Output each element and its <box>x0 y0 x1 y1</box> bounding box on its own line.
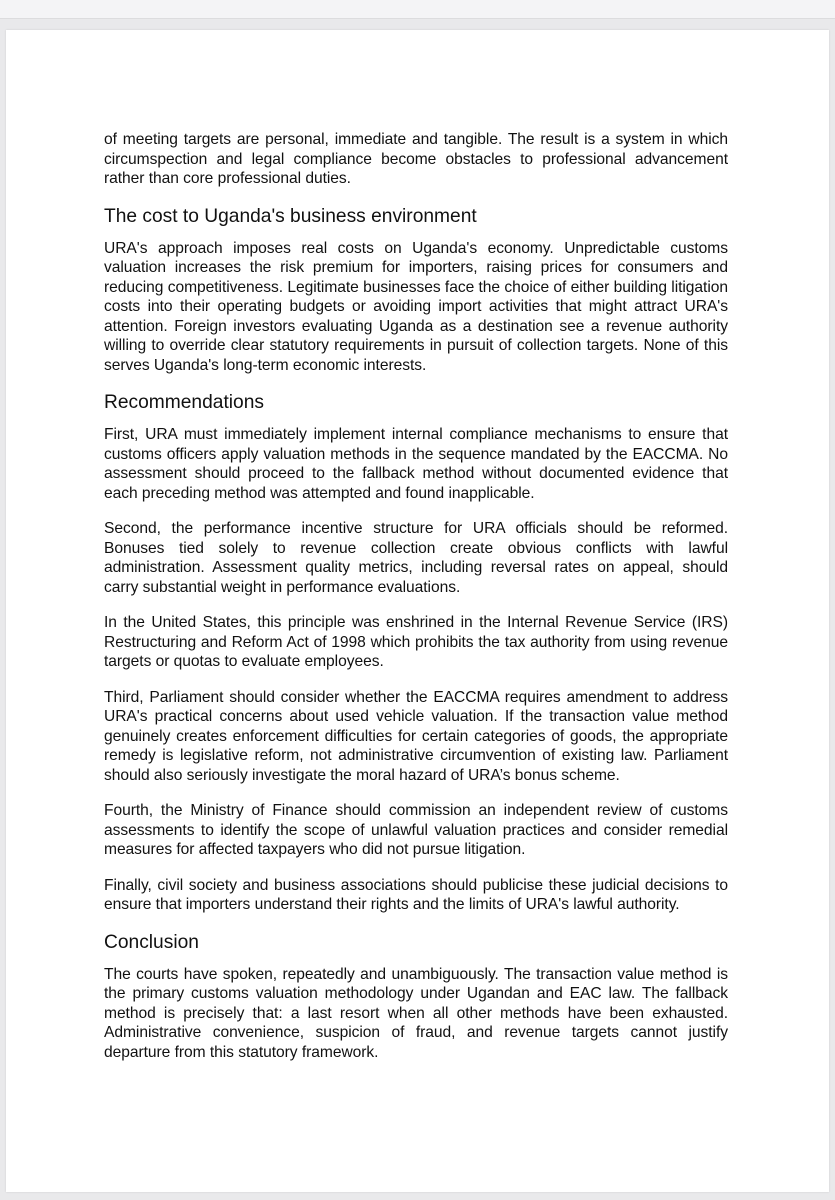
heading-conclusion: Conclusion <box>104 931 199 953</box>
paragraph-third-recommendation: Third, Parliament should consider whether the EACCMA requires amendment to address URA's practical concerns about used vehicle valuation. If the transaction value method genuinely creates enforcement difficulties for certain categories of goods, the appropriate remedy is legislative reform, not administrative circumvention of existing law. Parliament should also seriously investigate the moral hazard of URA’s bonus scheme. <box>104 688 728 784</box>
paragraph-economic-costs: URA's approach imposes real costs on Uganda's economy. Unpredictable customs valuation increases the risk premium for importers, raising prices for consumers and reducing competitiveness. Legitimate businesses face the choice of either building litigation costs into their operating budgets or avoiding import activities that might attract URA's attention. Foreign investors evaluating Uganda as a destination see a revenue authority willing to override clear statutory requirements in pursuit of collection targets. None of this serves Uganda's long-term economic interests. <box>104 239 728 374</box>
paragraph-conclusion: The courts have spoken, repeatedly and unambiguously. The transaction value method is the primary customs valuation methodology under Ugandan and EAC law. The fallback method is precisely that: a last resort when all other methods have been exhausted. Administrative convenience, suspicion of fraud, and revenue targets cannot justify departure from this statutory framework. <box>104 965 728 1061</box>
page-content <box>104 130 728 1078</box>
viewer-top-bar <box>0 0 835 19</box>
paragraph-final-recommendation: Finally, civil society and business associations should publicise these judicial decisions to ensure that importers understand their rights and the limits of URA's lawful authority. <box>104 876 728 913</box>
paragraph-second-recommendation: Second, the performance incentive structure for URA officials should be reformed. Bonuses tied solely to revenue collection create obvious conflicts with lawful administration. Assessment quality metrics, including reversal rates on appeal, should carry substantial weight in performance evaluations. <box>104 520 728 596</box>
heading-business-environment: The cost to Uganda's business environment <box>104 205 477 227</box>
paragraph-fourth-recommendation: Fourth, the Ministry of Finance should commission an independent review of customs assessments to identify the scope of unlawful valuation practices and consider remedial measures for affected taxpayers who did not pursue litigation. <box>104 802 728 858</box>
paragraph-us-irs-example: In the United States, this principle was enshrined in the Internal Revenue Service (IRS) Restructuring and Reform Act of 1998 which prohibits the tax authority from using revenue targets or quotas to evaluate employees. <box>104 614 728 670</box>
paragraph-first-recommendation: First, URA must immediately implement internal compliance mechanisms to ensure that customs officers apply valuation methods in the sequence mandated by the EACCMA. No assessment should proceed to the fallback method without documented evidence that each preceding method was attempted and found inapplicable. <box>104 426 728 502</box>
document-page <box>6 30 829 1192</box>
heading-recommendations: Recommendations <box>104 392 264 413</box>
paragraph-targets-continuation: of meeting targets are personal, immediate and tangible. The result is a system in which circumspection and legal compliance become obstacles to professional advancement rather than core professional duties. <box>104 131 728 187</box>
